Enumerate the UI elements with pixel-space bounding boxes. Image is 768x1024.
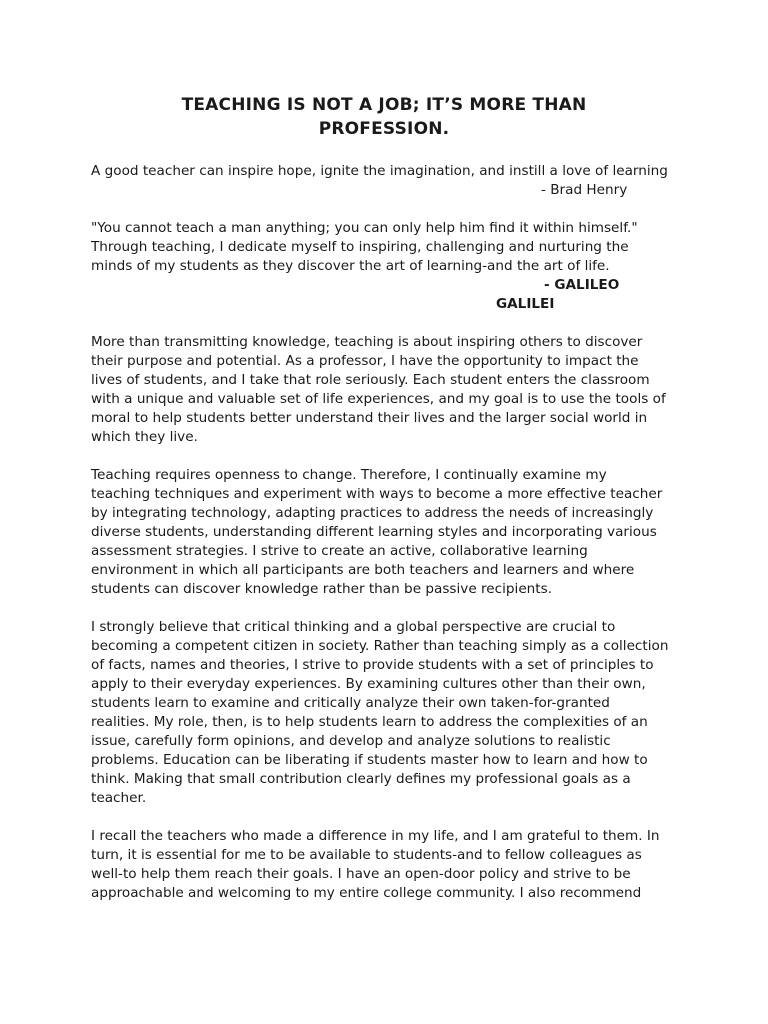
paragraph-line: their purpose and potential. As a professor, I have the opportunity to impact the xyxy=(91,353,639,369)
paragraph-line: assessment strategies. I strive to create an active, collaborative learning xyxy=(91,543,588,559)
paragraph-line: becoming a competent citizen in society. Rather than teaching simply as a collection xyxy=(91,638,669,654)
body-paragraph-3 xyxy=(91,618,691,808)
paragraph-line: diverse students, understanding different learning styles and incorporating various xyxy=(91,524,657,540)
paragraph-line: I strongly believe that critical thinking and a global perspective are crucial to xyxy=(91,619,616,635)
body-paragraph-2 xyxy=(91,466,691,599)
paragraph-line: teacher. xyxy=(91,790,147,806)
paragraph-line: realities. My role, then, is to help students learn to address the complexities of an xyxy=(91,714,648,730)
paragraph-line: issue, carefully form opinions, and develop and analyze solutions to realistic xyxy=(91,733,611,749)
quote-line: minds of my students as they discover the art of learning-and the art of life. xyxy=(91,258,610,274)
quote-author-line1: - GALILEO xyxy=(544,277,620,293)
paragraph-line: environment in which all participants are both teachers and learners and where xyxy=(91,562,635,578)
paragraph-line: of facts, names and theories, I strive to provide students with a set of principles to xyxy=(91,657,654,673)
title-line: PROFESSION. xyxy=(318,119,450,139)
epigraph-author: - Brad Henry xyxy=(541,182,628,198)
paragraph-line: approachable and welcoming to my entire college community. I also recommend xyxy=(91,885,642,901)
title-line: TEACHING IS NOT A JOB; IT’S MORE THAN xyxy=(181,95,587,115)
document-title xyxy=(90,93,678,141)
paragraph-line: students can discover knowledge rather than be passive recipients. xyxy=(91,581,553,597)
paragraph-line: by integrating technology, adapting practices to address the needs of increasingly xyxy=(91,505,654,521)
paragraph-line: moral to help students better understand their lives and the larger social world in xyxy=(91,410,648,426)
paragraph-line: apply to their everyday experiences. By examining cultures other than their own, xyxy=(91,676,646,692)
paragraph-line: turn, it is essential for me to be available to students-and to fellow colleagues as xyxy=(91,847,642,863)
quote-block xyxy=(91,219,691,276)
paragraph-line: More than transmitting knowledge, teaching is about inspiring others to discover xyxy=(91,334,643,350)
quote-author-line2: GALILEI xyxy=(496,296,555,312)
paragraph-line: I recall the teachers who made a difference in my life, and I am grateful to them. In xyxy=(91,828,660,844)
paragraph-line: students learn to examine and critically analyze their own taken-for-granted xyxy=(91,695,610,711)
paragraph-line: which they live. xyxy=(91,429,198,445)
quote-line: "You cannot teach a man anything; you can only help him find it within himself." xyxy=(91,220,638,236)
quote-line: Through teaching, I dedicate myself to inspiring, challenging and nurturing the xyxy=(91,239,629,255)
body-paragraph-4 xyxy=(91,827,691,903)
paragraph-line: with a unique and valuable set of life experiences, and my goal is to use the tools of xyxy=(91,391,666,407)
paragraph-line: think. Making that small contribution clearly defines my professional goals as a xyxy=(91,771,631,787)
paragraph-line: well-to help them reach their goals. I have an open-door policy and strive to be xyxy=(91,866,631,882)
paragraph-line: problems. Education can be liberating if students master how to learn and how to xyxy=(91,752,648,768)
paragraph-line: lives of students, and I take that role seriously. Each student enters the classroom xyxy=(91,372,650,388)
paragraph-line: teaching techniques and experiment with ways to become a more effective teacher xyxy=(91,486,663,502)
paragraph-line: Teaching requires openness to change. Therefore, I continually examine my xyxy=(91,467,607,483)
body-paragraph-1 xyxy=(91,333,691,447)
epigraph-quote: A good teacher can inspire hope, ignite the imagination, and instill a love of learning xyxy=(91,163,668,179)
